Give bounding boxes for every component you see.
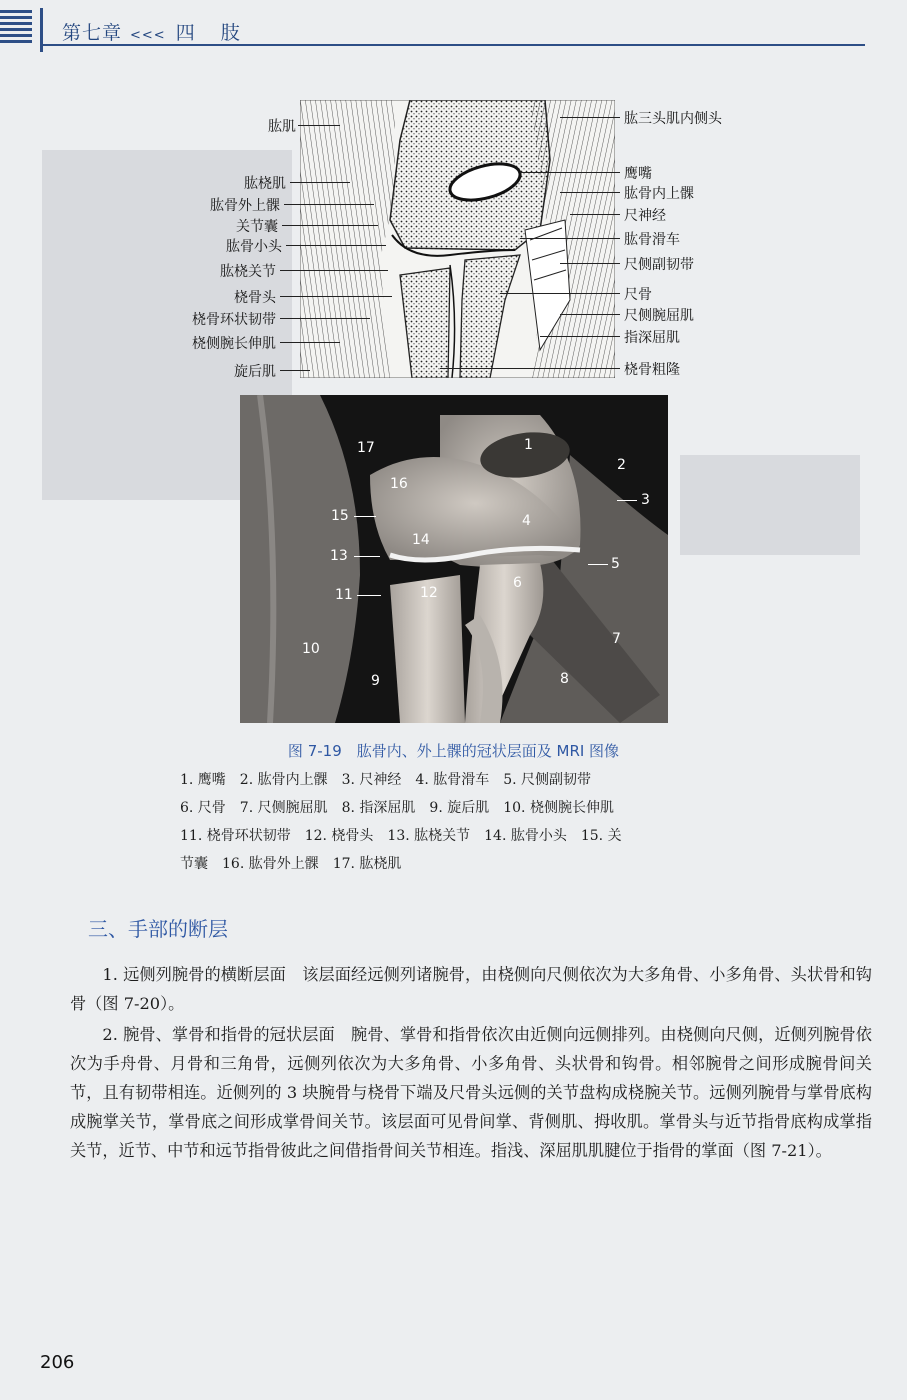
mri-label-14: 14 [412,532,430,548]
header-ornament [0,10,32,50]
diagram-label-left-8: 桡骨环状韧带 [192,312,276,328]
legend-line: 6. 尺骨 7. 尺侧腕屈肌 8. 指深屈肌 9. 旋后肌 10. 桡侧腕长伸肌 [180,800,614,816]
mri-label-4: 4 [522,513,531,529]
mri-label-2: 2 [617,457,626,473]
mri-label-9: 9 [371,673,380,689]
figure-caption: 图 7-19 肱骨内、外上髁的冠状层面及 MRI 图像 [287,742,620,760]
diagram-label-left-3: 肱骨外上髁 [210,198,280,214]
diagram-label-right-4: 尺神经 [624,208,666,224]
mri-leader-line [354,516,376,517]
diagram-label-left-10: 旋后肌 [234,364,276,380]
diagram-label-left-1: 肱肌 [268,119,296,135]
leader-line [280,370,310,371]
leader-line [284,204,374,205]
legend-line: 11. 桡骨环状韧带 12. 桡骨头 13. 肱桡关节 14. 肱骨小头 15. 关 [180,828,622,844]
leader-line [520,238,620,239]
elbow-mri-image [240,395,668,723]
mri-leader-line [357,595,381,596]
leader-line [280,296,392,297]
mri-label-6: 6 [513,575,522,591]
leader-line [280,342,340,343]
diagram-label-right-8: 尺侧腕屈肌 [624,308,694,324]
diagram-label-right-10: 桡骨粗隆 [624,362,680,378]
leader-line [298,125,340,126]
running-header [62,18,266,45]
diagram-label-left-9: 桡侧腕长伸肌 [192,336,276,352]
leader-line [570,214,620,215]
leader-line [280,270,388,271]
mri-label-7: 7 [612,631,621,647]
diagram-label-left-6: 肱桡关节 [220,264,276,280]
mri-label-16: 16 [390,476,408,492]
leader-line [440,368,620,369]
chapter-number: 第七章 [62,22,123,44]
diagram-label-left-7: 桡骨头 [234,290,276,306]
mri-label-12: 12 [420,585,438,601]
mri-label-1: 1 [524,437,533,453]
diagram-label-left-5: 肱骨小头 [226,239,282,255]
background-bleed-right [680,455,860,555]
arrow-icon: <<< [130,28,166,43]
section-heading: 三、手部的断层 [88,917,228,941]
mri-leader-line [617,500,637,501]
diagram-label-right-9: 指深屈肌 [624,330,680,346]
mri-label-10: 10 [302,641,320,657]
diagram-label-right-7: 尺骨 [624,287,652,303]
leader-line [540,336,620,337]
mri-label-3: 3 [641,492,650,508]
mri-label-17: 17 [357,440,375,456]
diagram-label-right-1: 肱三头肌内侧头 [624,111,722,127]
leader-line [500,293,620,294]
paragraph: 2. 腕骨、掌骨和指骨的冠状层面 腕骨、掌骨和指骨依次由近侧向远侧排列。由桡侧向尺侧，近侧列腕骨依次为手舟骨、月骨和三角骨，远侧列依次为大多角骨、小多角骨、头状骨和钩骨。相邻腕骨之间形成腕骨间关节，且有韧带相连。近侧列的 3 块腕骨与桡骨下端及尺骨头远侧的关节盘构成桡腕关节。远侧列腕骨与掌骨底构成腕掌关节，掌骨底之间形成掌骨间关节。该层面可见骨间掌、背侧肌、拇收肌。掌骨头与近节指骨底构成掌指关节，近节、中节和远节指骨彼此之间借指骨间关节相连。指浅、深屈肌肌腱位于指骨的掌面（图 7-21）。 [70,1025,872,1160]
leader-line [290,182,350,183]
legend-line: 节囊 16. 肱骨外上髁 17. 肱桡肌 [180,856,402,872]
mri-leader-line [588,564,608,565]
body-text [70,960,872,1167]
leader-line [286,245,386,246]
page-number: 206 [40,1352,75,1373]
mri-label-15: 15 [331,508,349,524]
mri-leader-line [354,556,380,557]
leader-line [280,318,370,319]
diagram-label-right-5: 肱骨滑车 [624,232,680,248]
diagram-label-right-3: 肱骨内上髁 [624,186,694,202]
mri-label-13: 13 [330,548,348,564]
mri-label-5: 5 [611,556,620,572]
leader-line [560,192,620,193]
diagram-label-right-2: 鹰嘴 [624,166,652,182]
diagram-label-right-6: 尺侧副韧带 [624,257,694,273]
leader-line [560,117,620,118]
chapter-title: 四肢 [175,22,266,44]
leader-line [560,314,620,315]
legend-line: 1. 鹰嘴 2. 肱骨内上髁 3. 尺神经 4. 肱骨滑车 5. 尺侧副韧带 [180,772,592,788]
figure-legend [180,766,740,878]
mri-label-11: 11 [335,587,353,603]
leader-line [282,225,378,226]
diagram-label-left-4: 关节囊 [236,219,278,235]
leader-line [520,172,620,173]
paragraph: 1. 远侧列腕骨的横断层面 该层面经远侧列诸腕骨，由桡侧向尺侧依次为大多角骨、小多角骨、头状骨和钩骨（图 7-20）。 [70,965,872,1013]
diagram-label-left-2: 肱桡肌 [244,176,286,192]
leader-line [560,263,620,264]
mri-label-8: 8 [560,671,569,687]
header-rule [40,44,865,46]
